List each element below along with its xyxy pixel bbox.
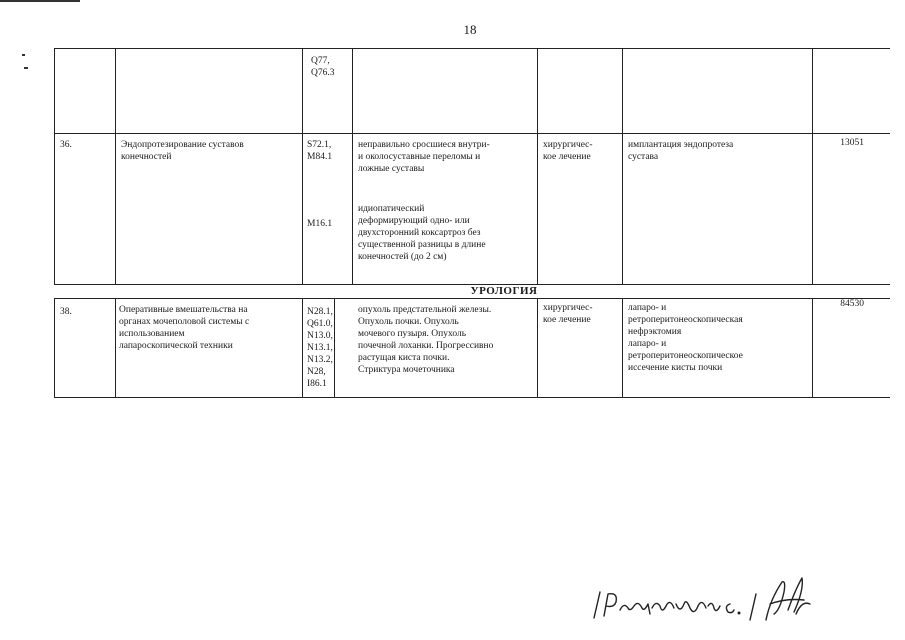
col-line-1-b — [115, 298, 116, 397]
col-line-4 — [537, 48, 538, 284]
col-line-2-b — [302, 298, 303, 397]
col-line-2 — [302, 48, 303, 284]
row-36-codes-a: S72.1, M84.1 — [307, 140, 333, 162]
row-38-codes: N28.1, Q61.0, N13.0, N13.1, N13.2, N28, I86.1 — [307, 307, 333, 389]
row-divider-36-top — [54, 133, 890, 134]
col-line-6 — [812, 48, 813, 284]
col-line-1 — [115, 48, 116, 284]
row-36-name: Эндопротезирование суставов конечностей — [121, 140, 244, 162]
row-38-treatment: хирургичес- кое лечение — [543, 303, 593, 325]
table-border-top — [54, 48, 890, 49]
row-36-model-b: идиопатический деформирующий одно- или двухсторонний коксартроз без существенной разницы в длине конечностей (до 2 см) — [358, 204, 486, 262]
col-line-3 — [352, 48, 353, 284]
continued-row-codes: Q77, Q76.3 — [311, 56, 335, 78]
page-number: 18 — [463, 22, 477, 37]
scan-mark-top — [0, 0, 80, 2]
col-line-5 — [622, 48, 623, 284]
row-38-model: опухоль предстательной железы. Опухоль почки. Опухоль мочевого пузыря. Опухоль почечной лоханки. Прогрессивно растущая киста почки. Стриктура мочеточника — [358, 305, 494, 375]
handwritten-signature — [590, 570, 830, 630]
row-38-number: 38. — [60, 307, 72, 317]
row-38-name: Оперативные вмешательства на органах мочеполовой системы с использованием лапароскопической техники — [119, 305, 250, 351]
col-line-0-b — [54, 298, 55, 397]
col-line-6-b — [812, 298, 813, 397]
row-36-number: 36. — [60, 140, 72, 150]
section-title-urology: УРОЛОГИЯ — [470, 285, 538, 297]
row-38-method: лапаро- и ретроперитонеоскопическая нефрэктомия лапаро- и ретроперитонеоскопическое иссечение кисты почки — [628, 303, 743, 373]
row-36-codes-b: M16.1 — [307, 219, 333, 229]
row-38-cost: 84530 — [840, 299, 864, 309]
row-36-treatment: хирургичес- кое лечение — [543, 140, 593, 162]
row-36-model-a: неправильно сросшиеся внутри- и околосуставные переломы и ложные суставы — [358, 140, 490, 174]
row-36-cost: 13051 — [840, 138, 864, 148]
table-border-bottom — [54, 397, 890, 398]
row-36-method: имплантация эндопротеза сустава — [628, 140, 734, 162]
row-divider-section-bottom — [54, 298, 890, 299]
scan-mark-left-2 — [24, 67, 28, 69]
scan-mark-left-1 — [22, 54, 25, 56]
col-line-5-b — [622, 298, 623, 397]
col-line-0 — [54, 48, 55, 284]
